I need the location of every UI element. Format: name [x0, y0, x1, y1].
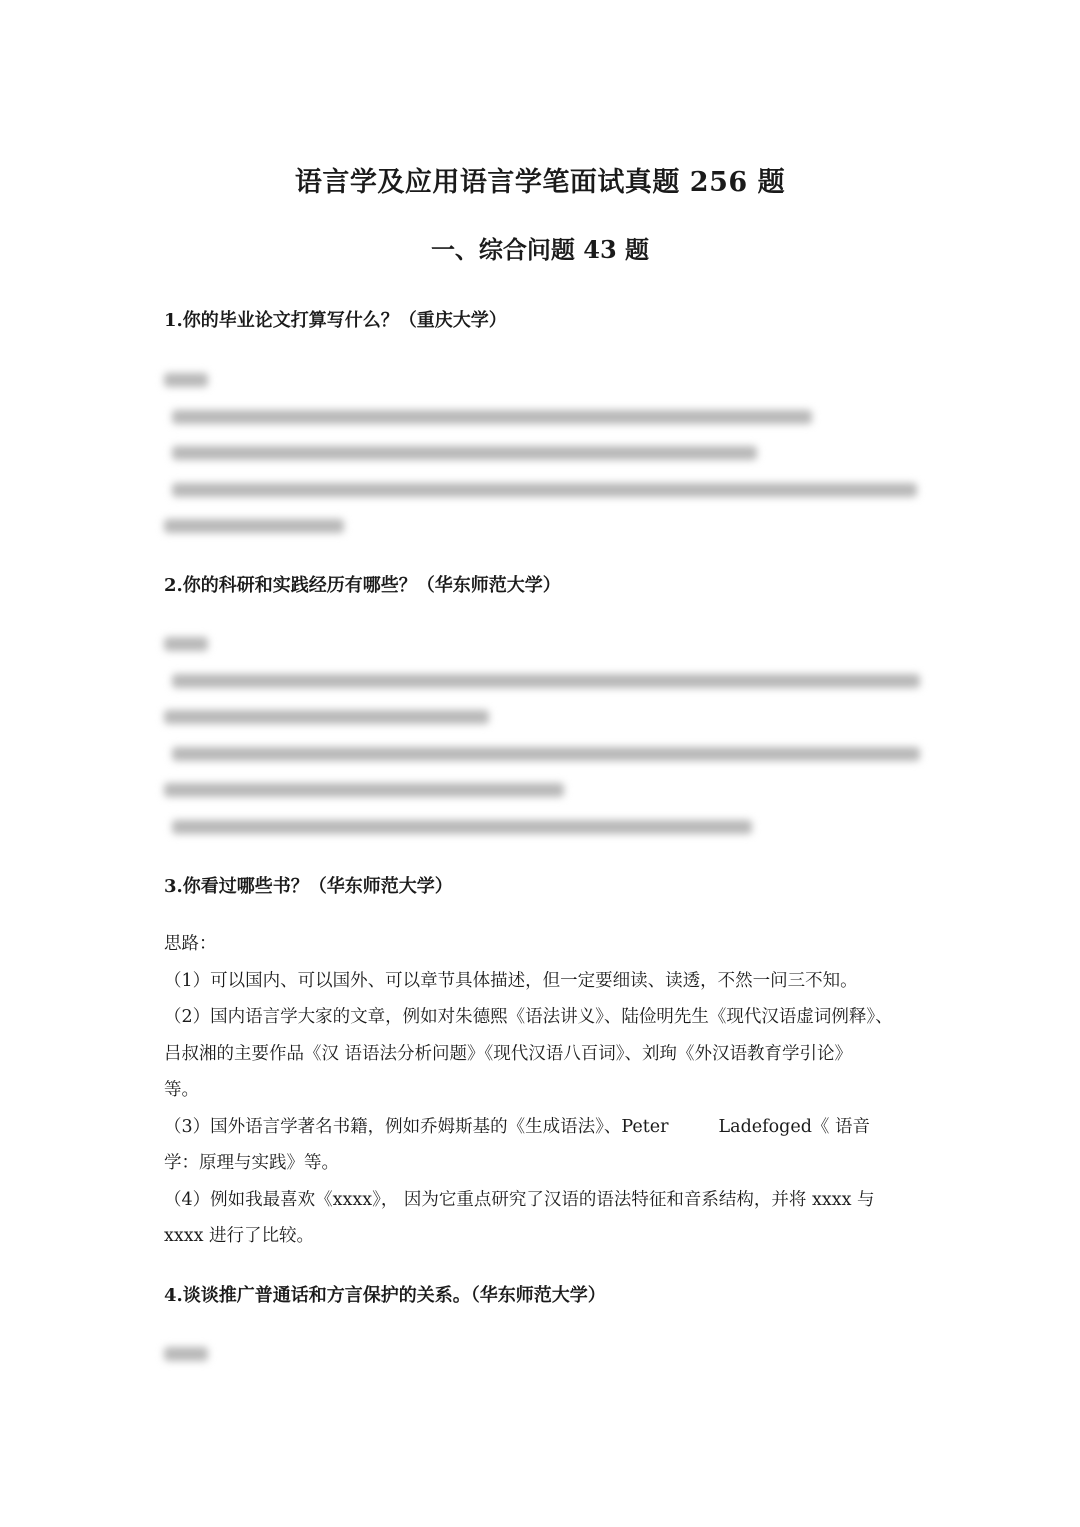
blurred-answer — [164, 362, 924, 545]
blurred-line — [164, 362, 924, 399]
blurred-line — [164, 699, 924, 736]
document-title: 语言学及应用语言学笔面试真题 256 题 — [294, 167, 786, 198]
blurred-line — [164, 399, 924, 436]
answer-line: （4）例如我最喜欢《xxxx》， 因为它重点研究了汉语的语法特征和音系结构，并将 xxxx 与 — [164, 1189, 875, 1210]
answer-line: 学：原理与实践》等。 — [164, 1153, 339, 1173]
blurred-line — [164, 772, 924, 809]
answer-line: xxxx 进行了比较。 — [164, 1226, 315, 1246]
blurred-line — [164, 1336, 924, 1373]
blurred-line — [164, 809, 924, 846]
blurred-line — [164, 626, 924, 663]
answer-line: 吕叔湘的主要作品《汉 语语法分析问题》《现代汉语八百词》、刘珣《外汉语教育学引论》 — [164, 1043, 853, 1064]
question-heading: 3.你看过哪些书？（华东师范大学） — [164, 876, 453, 897]
blurred-line — [164, 663, 924, 700]
answer-line: （1）可以国内、可以国外、可以章节具体描述，但一定要细读、读透，不然一问三不知。 — [164, 970, 858, 991]
blurred-answer — [164, 1336, 924, 1373]
answer-block — [164, 926, 924, 1255]
answer-line: （2）国内语言学大家的文章，例如对朱德熙《语法讲义》、陆俭明先生《现代汉语虚词例释》、 — [164, 1007, 893, 1027]
blurred-line — [164, 435, 924, 472]
question-heading: 4.谈谈推广普通话和方言保护的关系。（华东师范大学） — [164, 1285, 606, 1306]
section-title: 一、综合问题 43 题 — [430, 235, 650, 264]
question-heading: 2.你的科研和实践经历有哪些？（华东师范大学） — [164, 575, 561, 596]
answer-line: 等。 — [164, 1080, 199, 1100]
blurred-line — [164, 472, 924, 509]
answer-label: 思路： — [164, 934, 217, 954]
answer-line: （3）国外语言学著名书籍，例如乔姆斯基的《生成语法》、Peter Ladefoged《 语音 — [164, 1116, 870, 1137]
blurred-answer — [164, 626, 924, 845]
blurred-line — [164, 736, 924, 773]
question-heading: 1.你的毕业论文打算写什么？（重庆大学） — [164, 310, 507, 331]
blurred-line — [164, 508, 924, 545]
